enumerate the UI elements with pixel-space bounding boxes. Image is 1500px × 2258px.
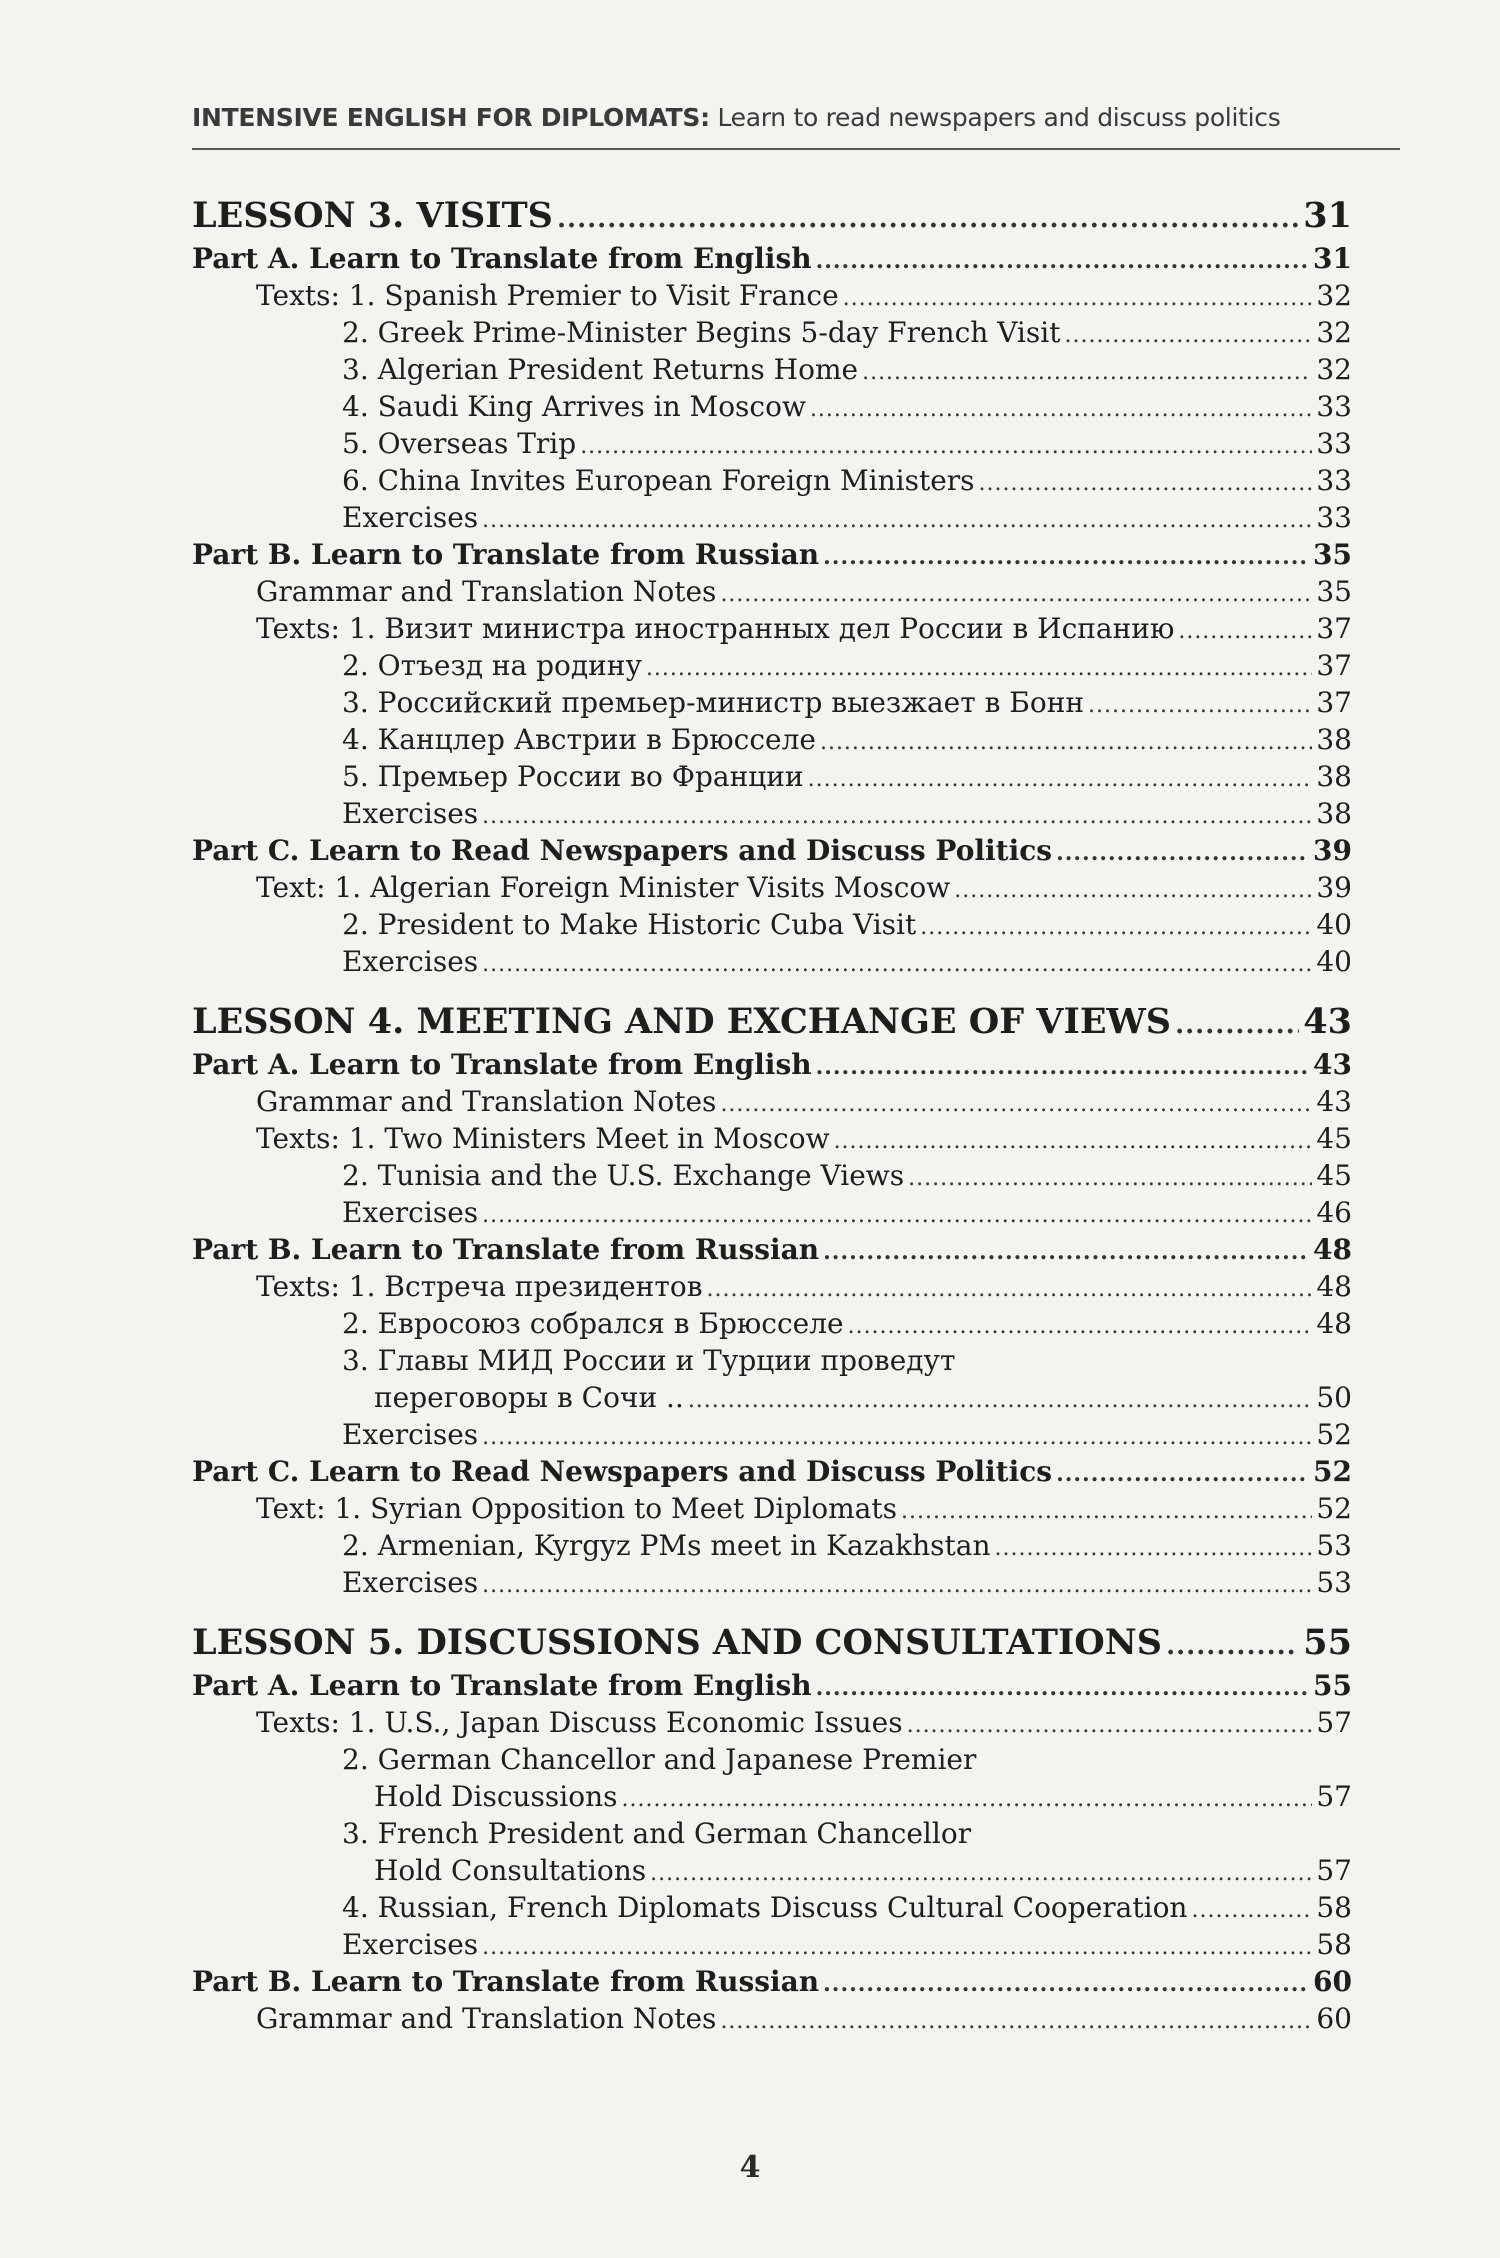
toc-entry-label: 3. Российский премьер-министр выезжает в Бонн bbox=[342, 686, 1085, 719]
toc-entry bbox=[192, 647, 1352, 684]
toc-entry-label: Texts: 1. U.S., Japan Discuss Economic Issues bbox=[256, 1706, 903, 1739]
toc-entry bbox=[192, 1815, 1352, 1852]
toc-entry-label: Part B. Learn to Translate from Russian bbox=[192, 538, 820, 571]
toc-entry-label: Hold Consultations bbox=[374, 1854, 647, 1887]
toc-entry bbox=[192, 1490, 1352, 1527]
toc-page-number: 37 bbox=[1316, 686, 1352, 719]
toc-entry bbox=[192, 388, 1352, 425]
toc-entry bbox=[192, 277, 1352, 314]
toc-entry-label: Texts: 1. Two Ministers Meet in Moscow bbox=[256, 1122, 830, 1155]
part-heading bbox=[192, 1046, 1352, 1083]
toc-page-number: 43 bbox=[1316, 1085, 1352, 1118]
dot-leader bbox=[1064, 317, 1312, 354]
toc-page-number: 60 bbox=[1313, 1965, 1352, 1998]
toc-entry-label: 4. Канцлер Австрии в Брюсселе bbox=[342, 723, 816, 756]
dot-leader bbox=[979, 465, 1313, 502]
toc-page-number: 32 bbox=[1316, 279, 1352, 312]
toc-entry bbox=[192, 758, 1352, 795]
dot-leader bbox=[862, 354, 1312, 391]
toc-entry bbox=[192, 425, 1352, 462]
dot-leader bbox=[907, 1707, 1313, 1744]
dot-leader bbox=[843, 280, 1313, 317]
dot-leader bbox=[580, 428, 1312, 465]
toc-entry bbox=[192, 721, 1352, 758]
toc-page-number: 57 bbox=[1316, 1706, 1352, 1739]
table-of-contents bbox=[192, 192, 1352, 2037]
toc-entry-label: Exercises bbox=[342, 1566, 479, 1599]
dot-leader bbox=[720, 576, 1312, 613]
dot-leader bbox=[622, 1781, 1313, 1818]
dot-leader bbox=[650, 1855, 1312, 1892]
dot-leader bbox=[901, 1493, 1312, 1530]
toc-page-number: 40 bbox=[1316, 908, 1352, 941]
dot-leader bbox=[1178, 613, 1312, 650]
toc-entry-label: LESSON 3. VISITS bbox=[192, 195, 553, 236]
toc-entry bbox=[192, 1305, 1352, 1342]
page-number: 4 bbox=[739, 2150, 761, 2185]
toc-page-number: 55 bbox=[1313, 1669, 1352, 1702]
toc-entry-label: Exercises bbox=[342, 1418, 479, 1451]
toc-entry-label: 5. Премьер России во Франции bbox=[342, 760, 804, 793]
toc-entry bbox=[192, 1564, 1352, 1601]
toc-entry-label: Grammar and Translation Notes bbox=[256, 2002, 717, 2035]
toc-page-number: 52 bbox=[1313, 1455, 1352, 1488]
toc-entry bbox=[192, 1342, 1352, 1379]
toc-entry bbox=[192, 1416, 1352, 1453]
toc-entry-label: Texts: 1. Spanish Premier to Visit France bbox=[256, 279, 839, 312]
toc-page-number: 46 bbox=[1316, 1196, 1352, 1229]
toc-entry bbox=[192, 1157, 1352, 1194]
toc-page-number: 31 bbox=[1303, 195, 1352, 236]
toc-entry-label: 2. President to Make Historic Cuba Visit bbox=[342, 908, 917, 941]
toc-page-number: 52 bbox=[1316, 1492, 1352, 1525]
dot-leader bbox=[823, 1234, 1309, 1271]
toc-entry bbox=[192, 1379, 1352, 1416]
toc-entry bbox=[192, 610, 1352, 647]
toc-entry bbox=[192, 351, 1352, 388]
toc-entry-label: Part B. Learn to Translate from Russian bbox=[192, 1233, 820, 1266]
toc-entry bbox=[192, 1852, 1352, 1889]
part-heading bbox=[192, 832, 1352, 869]
dot-leader bbox=[808, 761, 1313, 798]
toc-page-number: 38 bbox=[1316, 797, 1352, 830]
toc-entry bbox=[192, 499, 1352, 536]
running-head-title: INTENSIVE ENGLISH FOR DIPLOMATS: bbox=[192, 103, 710, 132]
toc-entry-label: Part A. Learn to Translate from English bbox=[192, 1669, 812, 1702]
toc-page-number: 37 bbox=[1316, 612, 1352, 645]
toc-page-number: 57 bbox=[1316, 1854, 1352, 1887]
toc-page-number: 32 bbox=[1316, 353, 1352, 386]
part-heading bbox=[192, 1963, 1352, 2000]
toc-entry bbox=[192, 1926, 1352, 1963]
dot-leader bbox=[1175, 1001, 1299, 1049]
toc-entry-label: 3. Algerian President Returns Home bbox=[342, 353, 859, 386]
dot-leader bbox=[482, 1567, 1312, 1604]
dot-leader bbox=[482, 502, 1312, 539]
dot-leader bbox=[810, 391, 1312, 428]
toc-entry-label: 2. Евросоюз собрался в Брюсселе bbox=[342, 1307, 844, 1340]
toc-entry-label: 4. Saudi King Arrives in Moscow bbox=[342, 390, 806, 423]
part-heading bbox=[192, 536, 1352, 573]
toc-entry-label: Texts: 1. Встреча президентов bbox=[256, 1270, 703, 1303]
toc-entry-label: 2. German Chancellor and Japanese Premier bbox=[342, 1743, 977, 1776]
dot-leader bbox=[482, 1419, 1312, 1456]
lesson-heading bbox=[192, 998, 1352, 1046]
toc-page-number: 60 bbox=[1316, 2002, 1352, 2035]
toc-entry-label: Text: 1. Syrian Opposition to Meet Diplomats bbox=[256, 1492, 897, 1525]
toc-page-number: 45 bbox=[1316, 1122, 1352, 1155]
dot-leader bbox=[1166, 1622, 1299, 1670]
toc-entry bbox=[192, 314, 1352, 351]
toc-page-number: 50 bbox=[1316, 1381, 1352, 1414]
toc-page-number: 38 bbox=[1316, 723, 1352, 756]
toc-page-number: 39 bbox=[1313, 834, 1352, 867]
toc-page-number: 52 bbox=[1316, 1418, 1352, 1451]
dot-leader bbox=[908, 1160, 1312, 1197]
dot-leader bbox=[646, 650, 1312, 687]
toc-entry bbox=[192, 795, 1352, 832]
dot-leader bbox=[954, 872, 1312, 909]
toc-entry-label: Part A. Learn to Translate from English bbox=[192, 242, 812, 275]
toc-page-number: 45 bbox=[1316, 1159, 1352, 1192]
dot-leader bbox=[820, 724, 1312, 761]
dot-leader bbox=[688, 1382, 1313, 1419]
toc-entry bbox=[192, 869, 1352, 906]
toc-entry-label: Grammar and Translation Notes bbox=[256, 575, 717, 608]
dot-leader bbox=[995, 1530, 1313, 1567]
lesson-heading bbox=[192, 192, 1352, 240]
toc-entry-label: Exercises bbox=[342, 501, 479, 534]
toc-entry-label: Part C. Learn to Read Newspapers and Discuss Politics bbox=[192, 1455, 1053, 1488]
toc-entry-label: переговоры в Сочи .. bbox=[374, 1381, 684, 1414]
toc-entry-label: 3. French President and German Chancellor bbox=[342, 1817, 972, 1850]
toc-entry-label: 2. Greek Prime-Minister Begins 5-day French Visit bbox=[342, 316, 1061, 349]
toc-entry-label: Part A. Learn to Translate from English bbox=[192, 1048, 812, 1081]
toc-entry bbox=[192, 1083, 1352, 1120]
toc-entry bbox=[192, 1704, 1352, 1741]
toc-page-number: 48 bbox=[1316, 1270, 1352, 1303]
dot-leader bbox=[482, 798, 1312, 835]
toc-entry-label: 3. Главы МИД России и Турции проведут bbox=[342, 1344, 956, 1377]
dot-leader bbox=[557, 195, 1299, 243]
toc-page-number: 33 bbox=[1316, 501, 1352, 534]
toc-page-number: 37 bbox=[1316, 649, 1352, 682]
toc-entry-label: 2. Отъезд на родину bbox=[342, 649, 642, 682]
toc-page-number: 55 bbox=[1303, 1622, 1352, 1663]
running-head-subtitle: Learn to read newspapers and discuss politics bbox=[709, 103, 1281, 132]
toc-entry-label: Text: 1. Algerian Foreign Minister Visits Moscow bbox=[256, 871, 951, 904]
dot-leader bbox=[823, 1966, 1309, 2003]
toc-lesson-section bbox=[192, 1619, 1352, 2037]
toc-page-number: 31 bbox=[1313, 242, 1352, 275]
toc-entry-label: LESSON 4. MEETING AND EXCHANGE OF VIEWS bbox=[192, 1001, 1172, 1042]
dot-leader bbox=[1191, 1892, 1312, 1929]
toc-lesson-section bbox=[192, 192, 1352, 980]
toc-page-number: 43 bbox=[1303, 1001, 1352, 1042]
toc-entry bbox=[192, 1778, 1352, 1815]
toc-entry-label: LESSON 5. DISCUSSIONS AND CONSULTATIONS bbox=[192, 1622, 1163, 1663]
toc-page-number: 39 bbox=[1316, 871, 1352, 904]
toc-entry-label: 6. China Invites European Foreign Ministers bbox=[342, 464, 975, 497]
dot-leader bbox=[482, 1197, 1312, 1234]
toc-entry-label: Hold Discussions bbox=[374, 1780, 618, 1813]
dot-leader bbox=[920, 909, 1312, 946]
toc-page-number: 33 bbox=[1316, 427, 1352, 460]
toc-page-number: 35 bbox=[1313, 538, 1352, 571]
toc-page-number: 35 bbox=[1316, 575, 1352, 608]
toc-page-number: 53 bbox=[1316, 1529, 1352, 1562]
toc-entry bbox=[192, 1741, 1352, 1778]
dot-leader bbox=[823, 539, 1309, 576]
dot-leader bbox=[720, 1086, 1312, 1123]
toc-entry-label: Exercises bbox=[342, 1928, 479, 1961]
toc-entry bbox=[192, 1889, 1352, 1926]
toc-entry-label: 2. Tunisia and the U.S. Exchange Views bbox=[342, 1159, 905, 1192]
dot-leader bbox=[816, 1049, 1309, 1086]
part-heading bbox=[192, 1231, 1352, 1268]
toc-page-number: 57 bbox=[1316, 1780, 1352, 1813]
toc-entry bbox=[192, 1268, 1352, 1305]
toc-page-number: 58 bbox=[1316, 1928, 1352, 1961]
toc-page-number: 48 bbox=[1313, 1233, 1352, 1266]
toc-entry-label: Exercises bbox=[342, 797, 479, 830]
toc-page-number: 43 bbox=[1313, 1048, 1352, 1081]
toc-lesson-section bbox=[192, 998, 1352, 1601]
dot-leader bbox=[816, 1670, 1309, 1707]
dot-leader bbox=[1056, 835, 1309, 872]
toc-page-number: 33 bbox=[1316, 464, 1352, 497]
part-heading bbox=[192, 1667, 1352, 1704]
dot-leader bbox=[482, 946, 1312, 983]
toc-entry-label: Exercises bbox=[342, 945, 479, 978]
toc-entry bbox=[192, 906, 1352, 943]
toc-page-number: 53 bbox=[1316, 1566, 1352, 1599]
dot-leader bbox=[706, 1271, 1312, 1308]
lesson-heading bbox=[192, 1619, 1352, 1667]
dot-leader bbox=[834, 1123, 1313, 1160]
toc-entry bbox=[192, 2000, 1352, 2037]
dot-leader bbox=[1088, 687, 1312, 724]
dot-leader bbox=[816, 243, 1309, 280]
toc-entry bbox=[192, 1527, 1352, 1564]
toc-entry bbox=[192, 943, 1352, 980]
toc-entry-label: Part C. Learn to Read Newspapers and Discuss Politics bbox=[192, 834, 1053, 867]
toc-entry-label: 4. Russian, French Diplomats Discuss Cultural Cooperation bbox=[342, 1891, 1188, 1924]
toc-page-number: 48 bbox=[1316, 1307, 1352, 1340]
toc-entry bbox=[192, 1120, 1352, 1157]
toc-entry-label: 2. Armenian, Kyrgyz PMs meet in Kazakhstan bbox=[342, 1529, 991, 1562]
part-heading bbox=[192, 240, 1352, 277]
running-head bbox=[192, 103, 1400, 132]
toc-entry-label: Exercises bbox=[342, 1196, 479, 1229]
toc-page-number: 33 bbox=[1316, 390, 1352, 423]
dot-leader bbox=[848, 1308, 1313, 1345]
dot-leader bbox=[720, 2003, 1312, 2040]
dot-leader bbox=[482, 1929, 1312, 1966]
header-rule bbox=[192, 148, 1400, 150]
toc-entry-label: Texts: 1. Визит министра иностранных дел России в Испанию bbox=[256, 612, 1175, 645]
toc-entry-label: Part B. Learn to Translate from Russian bbox=[192, 1965, 820, 1998]
toc-entry bbox=[192, 684, 1352, 721]
toc-entry bbox=[192, 573, 1352, 610]
toc-page-number: 58 bbox=[1316, 1891, 1352, 1924]
toc-page-number: 32 bbox=[1316, 316, 1352, 349]
part-heading bbox=[192, 1453, 1352, 1490]
toc-page-number: 38 bbox=[1316, 760, 1352, 793]
toc-entry-label: Grammar and Translation Notes bbox=[256, 1085, 717, 1118]
toc-entry bbox=[192, 462, 1352, 499]
toc-entry-label: 5. Overseas Trip bbox=[342, 427, 577, 460]
dot-leader bbox=[1056, 1456, 1309, 1493]
toc-page-number: 40 bbox=[1316, 945, 1352, 978]
toc-entry bbox=[192, 1194, 1352, 1231]
